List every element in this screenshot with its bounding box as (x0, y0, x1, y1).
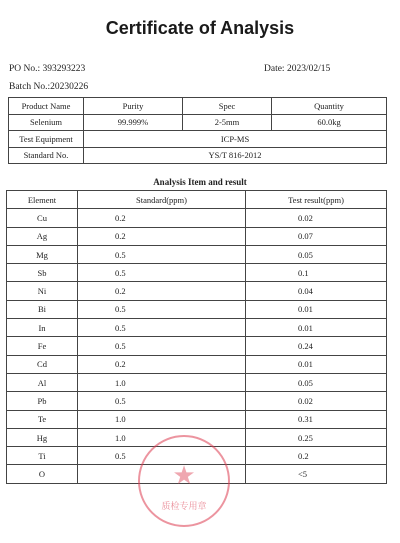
element-cell: Al (7, 373, 78, 391)
element-cell: Fe (7, 337, 78, 355)
standard-value: YS/T 816-2012 (84, 147, 387, 164)
element-cell: Cu (7, 209, 78, 227)
result-cell: 0.02 (246, 392, 387, 410)
standard-cell: 0.5 (78, 319, 246, 337)
equipment-row (9, 131, 387, 148)
table-row (7, 245, 387, 263)
analysis-table (6, 190, 387, 484)
result-cell: 0.07 (246, 227, 387, 245)
equipment-value: ICP-MS (84, 131, 387, 148)
product-name-header: Product Name (9, 98, 84, 115)
element-cell: Pb (7, 392, 78, 410)
product-header-row (9, 98, 387, 115)
product-info-table (8, 97, 387, 164)
standard-cell: 0.5 (78, 447, 246, 465)
standard-cell: 1.0 (78, 410, 246, 428)
result-cell: 0.05 (246, 373, 387, 391)
element-cell: In (7, 319, 78, 337)
batch-number: Batch No.:20230226 (9, 82, 89, 92)
standard-cell (78, 465, 246, 483)
analysis-header-row (7, 191, 387, 209)
result-cell: 0.02 (246, 209, 387, 227)
result-cell: 0.31 (246, 410, 387, 428)
element-cell: Hg (7, 428, 78, 446)
table-row (7, 355, 387, 373)
standard-cell: 0.5 (78, 245, 246, 263)
table-row (7, 392, 387, 410)
table-row (7, 319, 387, 337)
element-cell: Ag (7, 227, 78, 245)
stamp-text: 质检专用章 (161, 502, 207, 512)
standard-cell: 0.5 (78, 392, 246, 410)
analysis-table-body (7, 191, 387, 484)
element-cell: O (7, 465, 78, 483)
standard-cell: 0.5 (78, 337, 246, 355)
star-icon: ★ (172, 461, 196, 491)
result-cell: 0.1 (246, 264, 387, 282)
product-name-value: Selenium (9, 114, 84, 131)
result-cell: <5 (246, 465, 387, 483)
standard-header: Standard(ppm) (78, 191, 246, 209)
element-cell: Mg (7, 245, 78, 263)
standard-row (9, 147, 387, 164)
table-row (7, 209, 387, 227)
purity-header: Purity (84, 98, 183, 115)
element-cell: Ni (7, 282, 78, 300)
element-cell: Te (7, 410, 78, 428)
standard-cell: 0.5 (78, 264, 246, 282)
result-cell: 0.01 (246, 300, 387, 318)
table-row (7, 264, 387, 282)
element-header: Element (7, 191, 78, 209)
result-cell: 0.01 (246, 355, 387, 373)
standard-cell: 0.2 (78, 282, 246, 300)
table-row (7, 465, 387, 483)
table-row (7, 337, 387, 355)
result-cell: 0.25 (246, 428, 387, 446)
standard-cell: 1.0 (78, 428, 246, 446)
result-cell: 0.05 (246, 245, 387, 263)
document-date: Date: 2023/02/15 (264, 64, 331, 74)
table-row (7, 227, 387, 245)
po-number: PO No.: 393293223 (9, 64, 86, 74)
spec-header: Spec (183, 98, 272, 115)
document-title: Certificate of Analysis (105, 18, 295, 38)
result-cell: 0.24 (246, 337, 387, 355)
standard-label: Standard No. (9, 147, 84, 164)
result-cell: 0.01 (246, 319, 387, 337)
product-value-row (9, 114, 387, 131)
element-cell: Ti (7, 447, 78, 465)
table-row (7, 300, 387, 318)
quantity-header: Quantity (272, 98, 387, 115)
element-cell: Sb (7, 264, 78, 282)
section-title: Analysis Item and result (153, 177, 247, 187)
result-cell: 0.2 (246, 447, 387, 465)
standard-cell: 0.5 (78, 300, 246, 318)
quantity-value: 60.0kg (272, 114, 387, 131)
element-cell: Cd (7, 355, 78, 373)
element-cell: Bi (7, 300, 78, 318)
equipment-label: Test Equipment (9, 131, 84, 148)
spec-value: 2-5mm (183, 114, 272, 131)
standard-cell: 0.2 (78, 209, 246, 227)
standard-cell: 0.2 (78, 355, 246, 373)
purity-value: 99.999% (84, 114, 183, 131)
table-row (7, 428, 387, 446)
table-row (7, 282, 387, 300)
result-cell: 0.04 (246, 282, 387, 300)
table-row (7, 410, 387, 428)
standard-cell: 1.0 (78, 373, 246, 391)
standard-cell: 0.2 (78, 227, 246, 245)
table-row (7, 373, 387, 391)
result-header: Test result(ppm) (246, 191, 387, 209)
table-row (7, 447, 387, 465)
